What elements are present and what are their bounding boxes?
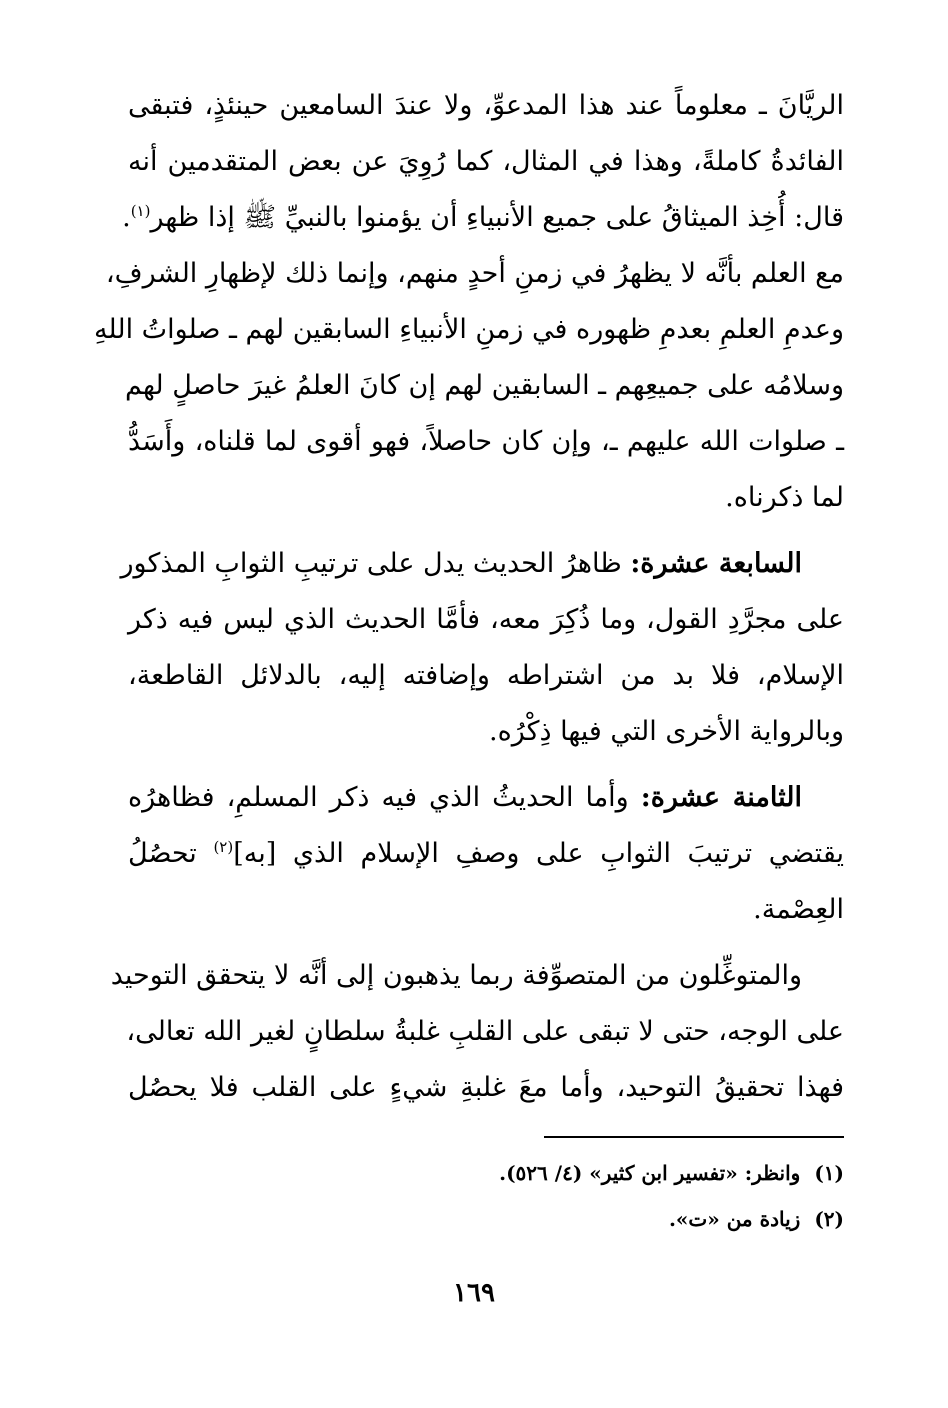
text-line: مع العلم بأنَّه لا يظهرُ في زمنِ أحدٍ منهم، وإنما ذلك لإظهارِ الشرفِ، [105,258,844,289]
paragraph-3 [128,770,844,938]
text-line: على مجرَّدِ القول، وما ذُكِرَ معه، فأمَّا الحديث الذي ليس فيه ذكر [128,604,844,635]
text-segment: قال: أُخِذ الميثاقُ على جميع الأنبياءِ أن يؤمنوا بالنبيِّ ﷺ إذا ظهر [150,202,844,233]
text-line: والمتوغِّلون من المتصوِّفة ربما يذهبون إلى أنَّه لا يتحقق التوحيد [110,960,802,991]
text-line-with-ref [122,190,844,246]
text-line-with-ref [128,826,844,882]
footnote-text: وانظر: «تفسير ابن كثير» (٤/ ٥٢٦). [499,1161,801,1185]
footnote-text: زيادة من «ت». [668,1207,801,1231]
text-segment: يقتضي ترتيبَ الثوابِ على وصفِ الإسلام الذي [به] [233,838,844,869]
text-segment: وأما الحديثُ الذي فيه ذكر المسلمِ، فظاهرُه [128,782,629,813]
text-segment: . [122,202,131,233]
text-segment: ظاهرُ الحديث يدل على ترتيبِ الثوابِ المذكور [120,548,622,579]
footnote-divider [544,1136,844,1138]
text-line: العِصْمة. [753,894,844,925]
footnote-number: (١) [814,1161,844,1185]
text-segment: تحصُلُ [128,838,197,869]
text-line: وعدمِ العلمِ بعدمِ ظهوره في زمنِ الأنبياءِ السابقين لهم ـ صلواتُ اللهِ [93,314,844,345]
text-line-with-heading [128,770,844,826]
footnote-ref-1[interactable]: (١) [130,202,151,220]
text-line: على الوجه، حتى لا تبقى على القلبِ غلبةُ سلطانٍ لغير الله تعالى، [126,1016,844,1047]
section-heading: السابعة عشرة: [630,548,802,579]
text-line: ـ صلوات الله عليهم ـ، وإن كان حاصلاً، فهو أقوى لما قلناه، وأَسَدُّ [128,426,844,457]
text-line: وسلامُه على جميعِهم ـ السابقين لهم إن كانَ العلمُ غيرَ حاصلٍ لهم [124,370,844,401]
text-line-with-heading [120,536,844,592]
text-line: الفائدةُ كاملةً، وهذا في المثال، كما رُوِيَ عن بعض المتقدمين أنه [128,146,844,177]
footnote-ref-2[interactable]: (٢) [213,838,234,856]
text-line: لما ذكرناه. [725,482,844,513]
main-text [93,78,844,1116]
paragraph-2 [120,536,844,760]
text-line: وبالرواية الأخرى التي فيها ذِكْرُه. [489,716,844,747]
footnote-2 [128,1204,844,1234]
text-line: الريَّانَ ـ معلوماً عند هذا المدعوِّ، ولا عندَ السامعين حينئذٍ، فتبقى [128,90,844,121]
paragraph-4 [110,948,844,1116]
text-line: الإسلام، فلا بد من اشتراطه وإضافته إليه، بالدلائل القاطعة، [128,660,844,691]
section-heading: الثامنة عشرة: [640,782,802,813]
paragraph-1 [93,78,844,526]
footnote-number: (٢) [814,1207,844,1231]
footnote-1 [128,1158,844,1188]
text-line: فهذا تحقيقُ التوحيد، وأما معَ غلبةِ شيءٍ على القلب فلا يحصُل [128,1072,844,1103]
footnotes [128,1158,844,1250]
page-number: ١٦٩ [453,1278,495,1308]
